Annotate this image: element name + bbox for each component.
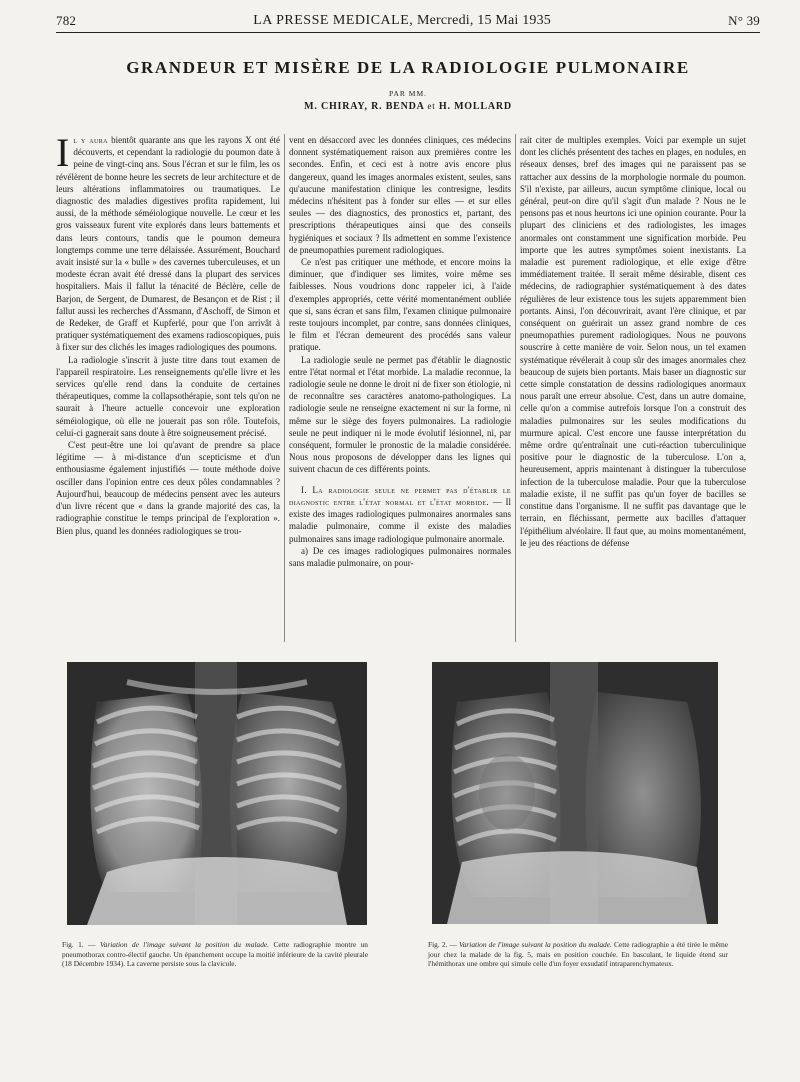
section-heading: I. La radiologie seule ne permet pas d'établir le diagnostic entre l'état normal et l'état morbide.	[289, 484, 511, 507]
caption-title: Variation de l'image suivant la position du malade.	[459, 940, 612, 949]
chest-xray-image	[432, 662, 718, 924]
figure-1-radiograph	[67, 662, 367, 925]
page-number: 782	[56, 13, 77, 28]
paragraph: La radiologie s'inscrit à juste titre dans tout examen de l'appareil respiratoire. Les renseignements qu'elle livre et les services qu'elle rend dans la conduite de certaines thérapeutiques, comme la collapsothérapie, sont tels qu'on ne saurait à l'heure actuelle concevoir une exploration séméiologique, où elle ne jouerait pas son rôle. Toutefois, celui-ci gagnerait sans doute à être soigneusement précisé.	[56, 354, 280, 438]
journal-masthead	[253, 13, 551, 29]
issue-number: N° 39	[728, 13, 760, 28]
lead-in: l y aura	[73, 135, 108, 145]
authors-et: et	[427, 101, 436, 111]
paragraph-text: — Il existe des images radiologiques pulmonaires anormales sans maladie pulmonaire, comme il existe des maladies pulmonaires sans image radiologique pulmonaire anormale.	[289, 496, 511, 544]
paragraph-text: bientôt quarante ans que les rayons X ont été découverts, et cependant la radiologie du poumon date à peine de vingt-cinq ans. Sous l'écran et sur le film, les os révélèrent de bonne heure les secrets de leur architecture et de leurs altérations inflammatoires ou traumatiques. Le diagnostic des maladies digestives profita rapidement, lui aussi, de la méthode séméiologique nouvelle. Le cœur et les gros vaisseaux furent vite explorés dans leurs battements et dans leurs contours, tandis que le poumon demeura longtemps comme une terre délaissée. Assurément, Bouchard avait insisté sur la « bulle » des cavernes tuberculeuses, et un modeste écran avait été dressé dans la plupart des services hospitaliers. Mais il fallut la ténacité de Béclère, celle de Barjon, de Sergent, de Dumarest, de Besançon et de Rist ; il fallut aussi les recherches d'Assmann, d'Aschoff, de Simon et de Redeker, de Graff et Kupferlé, pour que l'on arrivât à pratiquer systématiquement des examens radioscopiques, puis à fixer sur des clichés les images radiologiques des poumons.	[56, 135, 280, 353]
article-title: GRANDEUR ET MISÈRE DE LA RADIOLOGIE PULMONAIRE	[126, 58, 690, 77]
figure-2-radiograph	[432, 662, 718, 924]
paragraph: rait citer de multiples exemples. Voici par exemple un sujet dont les clichés présentent des taches en plages, en nodules, en réseaux denses, bref des images qui ne paraissent pas se rattacher aux dessins de la morphologie normale du poumon. S'il n'existe, par ailleurs, aucun symptôme clinique, local ou général, peut-on dire qu'il s'agit d'un malade ? Nous ne le pensons pas et nous heurtons ici une opinion courante. Pour la plupart des cliniciens et des radiologistes, les images anormales ont constamment une signification morbide. Peu importe que les autres symptômes soient inexistants. La maladie est purement radiologique, et elle exige d'être immédiatement traitée. Il serait même désirable, disent ces médecins, de radiographier systématiquement à des dates régulières de leur existence tous les sujets apparemment bien portants. Ainsi, l'on découvrirait, avant l'ère clinique, et par conséquent on guérirait un assez grand nombre de ces pneumopathies purement radiologiques. Nous ne pouvons souscrire à cette manière de voir. Selon nous, un tel examen systématique révélerait à coup sûr des images anormales chez beaucoup de sujets bien portants. Mais baser un diagnostic sur cette simple constatation de dessins radiologiques anormaux nous paraît une erreur absolue. C'est, dans un autre domaine, celle qu'on a commise autrefois lorsque l'on a construit des maladies pulmonaires sur les seules modifications du murmure apical. C'est encore une fausse interprétation du même ordre qu'entraînait une cuti-réaction tuberculinique positive pour le diagnostic de la tuberculose. L'on a, heureusement, appris maintenant à distinguer la tuberculose infection de la tuberculose maladie. Pour que la tuberculose maladie existe, il ne suffit pas qu'un foyer de bacilles se constitue dans l'organisme. Il ne suffit pas davantage que le terrain, en fléchissant, permette aux bacilles d'attaquer l'épithélium alvéolaire. Il faut que, au moins momentanément, le jeu des réactions de défense	[520, 135, 746, 548]
figure-label: Fig. 1. —	[62, 940, 96, 949]
issue-date: Mercredi, 15 Mai 1935	[416, 13, 552, 28]
caption-title: Variation de l'image suivant la position du malade.	[99, 940, 270, 949]
magazine-name: LA PRESSE MEDICALE,	[253, 13, 414, 28]
column-rule	[284, 134, 285, 642]
column-3	[520, 134, 746, 642]
figure-label: Fig. 2. —	[428, 940, 457, 949]
paragraph: La radiologie seule ne permet pas d'établir le diagnostic entre l'état normal et l'état morbide. La maladie reconnue, la radiologie seule ne donne le droit ni de fixer son étiologie, ni de reconnaître ses caractères anatomo-pathologiques. La radiologie seule ne renseigne exactement ni sur la forme, ni même sur le siège des foyers pulmonaires. La radiologie seule ne peut indiquer ni le mode évolutif lésionnel, ni, par conséquent, formuler le pronostic de la maladie considérée. Nous nous proposons de développer dans les lignes qui suivent chacun de ces différents points.	[289, 354, 511, 475]
authors-2: H. MOLLARD	[438, 101, 512, 112]
column-rule	[515, 134, 516, 642]
paragraph: C'est peut-être une loi qu'avant de prendre sa place légitime — à mi-distance d'un scepticisme et d'un enthousiasme également injustifiés — toute méthode doive osciller dans l'opinion entre ces deux pôles condamnables ? Aujourd'hui, beaucoup de médecins pensent avec les auteurs d'un livre récent que « dans la grande majorité des cas, la radiographie constitue le temps principal de l'exploration ». Bien plus, quand les données radiologiques se trou-	[56, 440, 280, 536]
authors-1: M. CHIRAY, R. BENDA	[304, 101, 425, 112]
running-header	[56, 10, 760, 33]
paragraph	[56, 134, 280, 354]
drop-cap: I	[56, 134, 70, 175]
figure-2-caption	[428, 940, 728, 969]
caption-text: Cette radiographie a été tirée le même jour chez la malade de la fig. 5, mais en position couchée. En basculant, le liquide étend sur l'hémithorax une ombre qui simule celle d'un foyer exsudatif intraparenchymateux.	[428, 940, 729, 969]
caption-text: Cette radiographie montre un pneumothorax contro-électif gauche. Un épanchement occupe la moitié inférieure de la cavité pleurale (18 Décembre 1934). La caverne persiste sous la clavicule.	[62, 940, 368, 969]
column-1	[56, 134, 280, 642]
byline-authors	[56, 101, 760, 112]
byline-par: PAR MM.	[389, 89, 427, 98]
chest-xray-image	[67, 662, 367, 925]
section-paragraph	[289, 484, 511, 545]
paragraph: vent en désaccord avec les données cliniques, ces médecins donnent systématiquement raison aux premières contre les secondes. Enfin, et ceci est à notre avis encore plus dangereux, quand les images anormales existent, seules, sans qu'aucune manifestation clinique les contresigne, lesdits médecins n'hésitent pas à fonder sur elles — et sur elles seules — des diagnostics, des pronostics et, partant, des prescriptions thérapeutiques ainsi que des conseils hygiéniques et sociaux ? Ils admettent en somme l'existence de pneumopathies purement radiologiques.	[289, 135, 511, 255]
paragraph: Ce n'est pas critiquer une méthode, et encore moins la diminuer, que d'indiquer ses limites, voire même ses faiblesses. Nous voudrions donc rappeler ici, à l'aide d'exemples appropriés, cette vérité momentanément oubliée que si, sans écran et sans film, l'examen clinique pulmonaire reste toujours incomplet, par contre, sans données cliniques, le film et l'écran demeurent des procédés sans valeur pratique.	[289, 257, 511, 353]
paragraph: a) De ces images radiologiques pulmonaires normales sans maladie pulmonaire, on pour-	[289, 545, 511, 568]
figure-1-caption	[62, 940, 368, 969]
column-2	[289, 134, 511, 642]
